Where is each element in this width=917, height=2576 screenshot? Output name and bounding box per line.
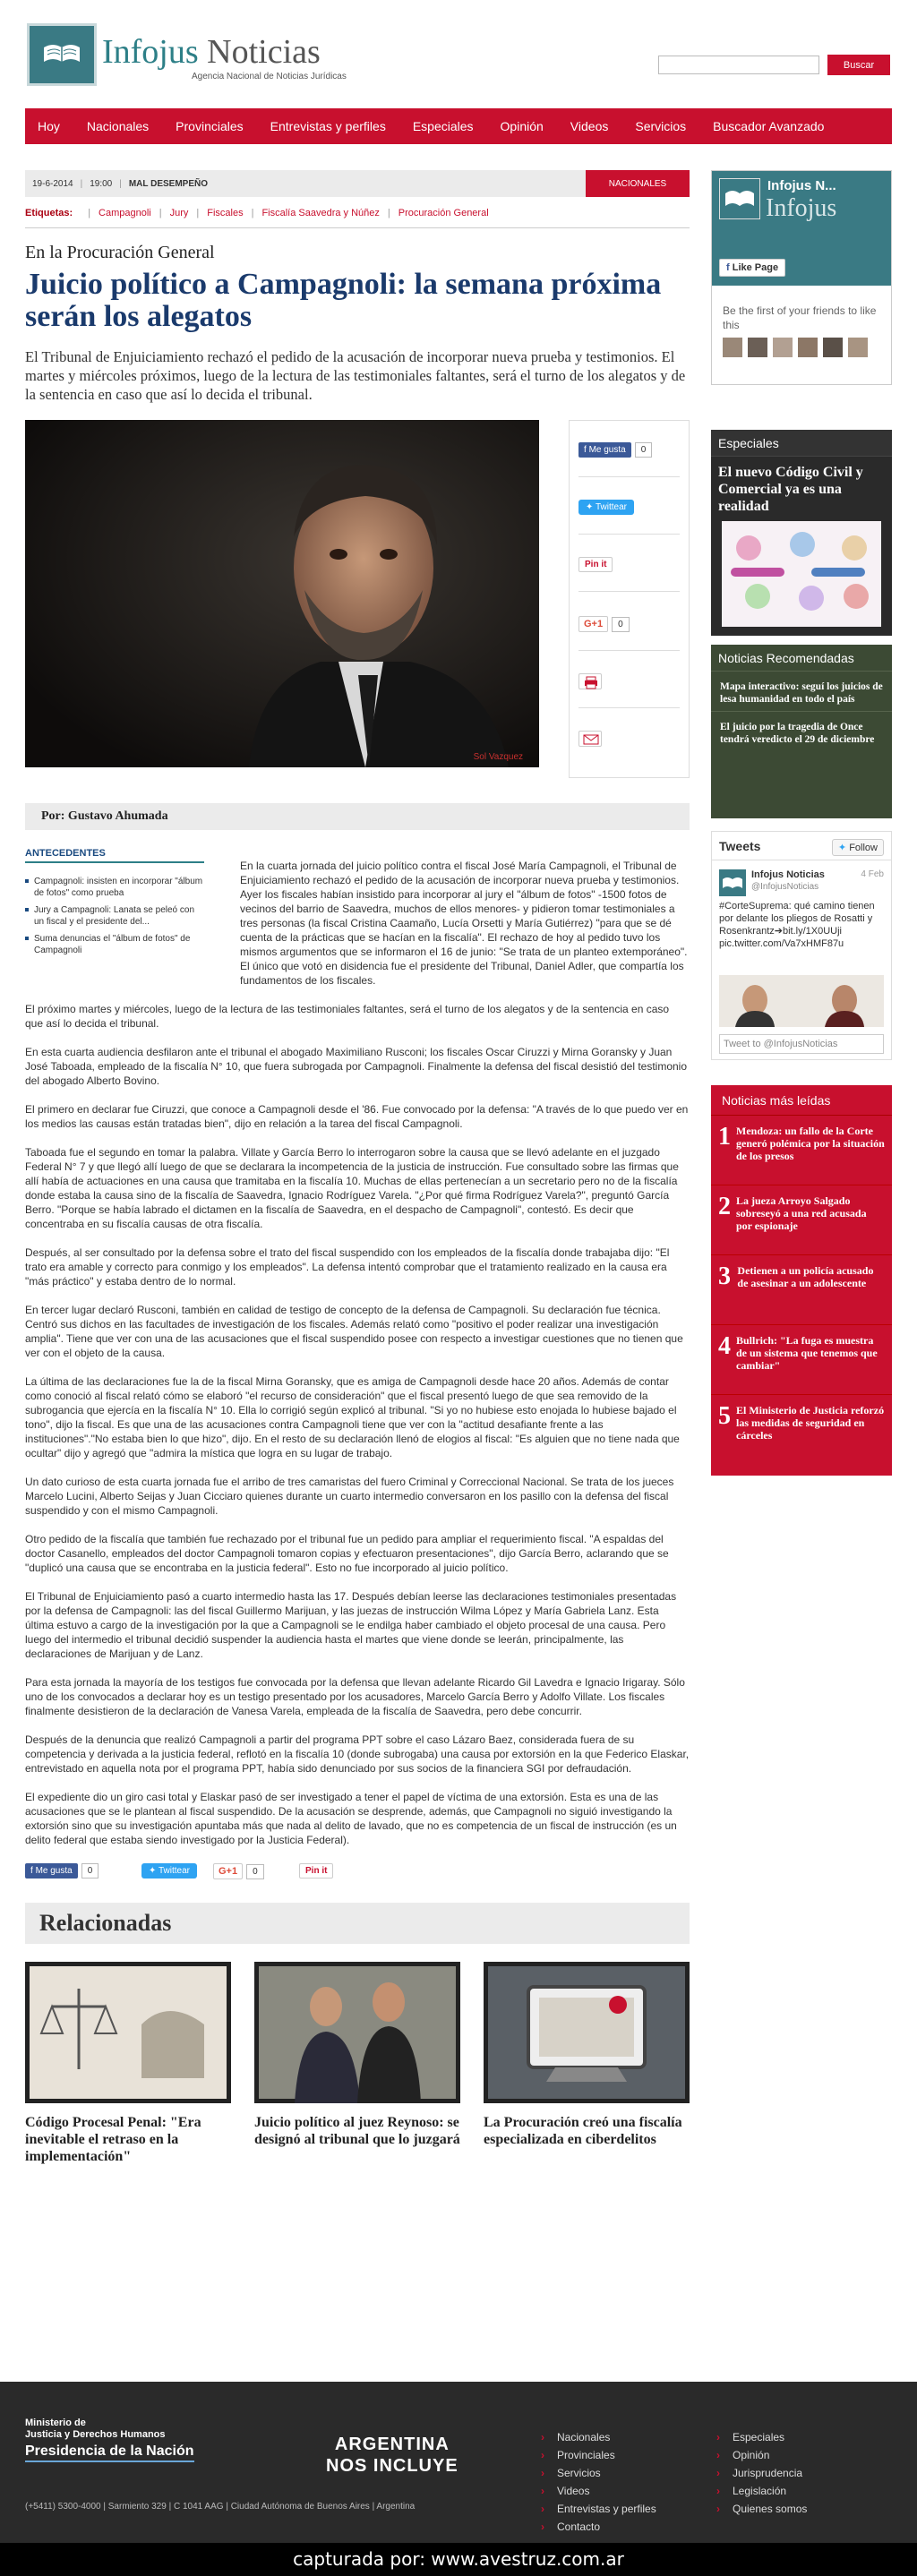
- article-column: [25, 170, 690, 2164]
- fb-page-avatar: [719, 178, 760, 219]
- avatar[interactable]: [723, 338, 742, 357]
- cartoon-illustration-image: [722, 521, 881, 627]
- article-paragraph: Un dato curioso de esta cuarta jornada fue el arribo de tres camaristas del fuero Criminal y Correccional Nacional. Se trata de los jueces Marcelo Lucini, Alberto Seijas y Juan Cicciaro quienes durante un cuarto intermedio conversaron en los pasillo con la defensa del fiscal suspendido y con el mismo Campagnoli.: [25, 1476, 674, 1517]
- share-column: [569, 420, 690, 778]
- printer-icon: [579, 674, 603, 690]
- officials-photo-image: [254, 1962, 460, 2103]
- pinterest-button[interactable]: Pin it: [578, 557, 613, 572]
- twitter-widget: [711, 831, 892, 1060]
- fb-page-cover-title: Infojus: [766, 194, 837, 222]
- infojus-logo[interactable]: [27, 23, 97, 86]
- article-paragraph: El expediente dio un giro casi total y Elaskar pasó de ser investigado a tener el papel de víctima de una extorsión. Esta es una de las acusaciones que se le plantean al fiscal suspendido. De la acusación se desprende, además, que Campagnoli no siguió investigando la extorsión sino que su investigación apuntaba más que nada al delito de lavado, que no es competencia de un fiscal de instrucción (es un delito federal que estaba siendo investigado por la Justicia Federal).: [25, 1791, 677, 1846]
- footer-link[interactable]: › Quienes somos: [713, 2500, 807, 2518]
- related-item[interactable]: [25, 1962, 231, 2165]
- pinterest-button[interactable]: Pin it: [299, 1863, 333, 1879]
- article-paragraph: Después, al ser consultado por la defensa sobre el trato del fiscal suspendido con los empleados de la fiscalía donde trabajaba dijo: "El trato era amable y correcto para conmigo y los empleados". La defensa intentó comprobar que el tratamiento realizado en la causa era "más práctico" y estaba dentro de lo normal.: [25, 1246, 670, 1288]
- rank-number: 1: [718, 1123, 731, 1151]
- twitter-bird-icon: ✦: [837, 843, 847, 853]
- mas-leida-title: Detienen a un policía acusado de asesinar a un adolescente: [737, 1264, 874, 1289]
- slogan-line2: NOS INCLUYE: [326, 2456, 458, 2476]
- avatar[interactable]: [773, 338, 793, 357]
- rank-number: 4: [718, 1332, 731, 1360]
- article-paragraph: El primero en declarar fue Ciruzzi, que conoce a Campagnoli desde el '86. Fue convocado por la defensa: "A través de lo que puedo ver en los medios las causas están tratadas bien", dijo en relación a la tarea del fiscal Campagnoli.: [25, 1103, 689, 1130]
- especiales-image: [722, 521, 881, 627]
- sidebar: [711, 170, 892, 1476]
- slogan-line1: ARGENTINA: [334, 2435, 450, 2454]
- site-footer: [0, 2382, 917, 2543]
- avatar[interactable]: [823, 338, 843, 357]
- antecedentes-list: [25, 876, 204, 956]
- article-paragraph: El próximo martes y miércoles, luego de la lectura de las testimoniales faltantes, será el turno de los alegatos y de la sentencia en caso que así lo decida el tribunal.: [25, 1003, 670, 1030]
- portrait-image: [25, 420, 539, 767]
- fb-page-header[interactable]: [712, 171, 891, 286]
- recomendadas-widget: [711, 645, 892, 818]
- tag-link[interactable]: Campagnoli: [99, 208, 151, 218]
- footer-link[interactable]: › Nacionales: [537, 2428, 656, 2446]
- antecedente-link[interactable]: Campagnoli: insisten en incorporar "álbum de fotos" como prueba: [25, 876, 204, 899]
- gplus-count: 0: [246, 1864, 264, 1879]
- especiales-head: Especiales: [711, 430, 892, 457]
- tweet-text: #CorteSuprema: qué camino tienen por delante los pliegos de Rosatti y Rosenkrantz➔bit.ly/1X0UUji pic.twitter.com/Va7xHMF87u: [719, 901, 875, 949]
- mas-leida-item[interactable]: [711, 1185, 892, 1255]
- article-date: 19-6-2014: [32, 178, 73, 189]
- author-byline: Por: Gustavo Ahumada: [25, 803, 690, 830]
- nav-item-entrevistas[interactable]: Entrevistas y perfiles: [270, 119, 386, 133]
- related-image: [254, 1962, 460, 2103]
- fb-like-group: [578, 442, 652, 460]
- footer-link[interactable]: › Videos: [537, 2482, 656, 2500]
- logo-title-a: Infojus: [102, 33, 199, 71]
- bottom-share-row: [25, 1861, 690, 1883]
- article-paragraph: Taboada fue el segundo en tomar la palabra. Villate y García Berro lo interrogaron sobre la causa que se llevó adelante en el juzgado Federal N° 7 y que llegó allí luego de que se declarara la incompetencia de la justicia de instrucción. Fue consultado sobre las firmas que allí había de actuaciones en una causa que tramitaba en la fiscalía 10. Muchas de ellas pertenecían a un secretario pero no de la fiscalía donde estaba la causa sino de la fiscalía de Saavedra, Ignacio Rodríguez Varela. "¿Por qué firma Rodríguez Varela?", preguntó García Berro. "Porque se había labrado el dictamen en la fiscalía de Saavedra, en el despacho de Campagnoli", contestó. Es decir que concentraba en su fiscalía causas de otra fiscalía.: [25, 1146, 679, 1230]
- related-item[interactable]: [484, 1962, 690, 2148]
- book-logo-icon: [720, 179, 759, 218]
- book-logo-icon: [719, 869, 746, 896]
- article-lead: El Tribunal de Enjuiciamiento rechazó el pedido de la acusación de incorporar nueva prueba y testimonios. El martes y miércoles próximos, luego de la lectura de las testimoniales faltantes, será el turno de los alegatos y de la sentencia en caso que así lo decida el tribunal.: [25, 348, 686, 403]
- tweet-user[interactable]: Infojus Noticias: [751, 869, 825, 880]
- twitter-bird-icon: ✦: [586, 502, 594, 512]
- fb-like-count: 0: [635, 442, 653, 458]
- fb-like-button[interactable]: f Me gusta: [25, 1863, 78, 1879]
- envelope-icon: [579, 732, 603, 748]
- twitter-share-button[interactable]: ✦ Twittear: [578, 500, 634, 515]
- article-headline: Juicio político a Campagnoli: la semana próxima serán los alegatos: [25, 268, 662, 333]
- related-title: Relacionadas: [25, 1903, 690, 1944]
- nav-item-servicios[interactable]: Servicios: [635, 119, 687, 133]
- fb-like-page-button[interactable]: f Like Page: [719, 259, 785, 277]
- avatar[interactable]: [848, 338, 868, 357]
- tag-link[interactable]: Jury: [169, 208, 189, 218]
- photo-row: [25, 420, 690, 803]
- tags-label: Etiquetas:: [25, 208, 73, 218]
- related-item-title: Código Procesal Penal: "Era inevitable el retraso en la implementación": [25, 2115, 201, 2164]
- article-time: 19:00: [90, 178, 113, 189]
- fb-page-name: Infojus N...: [767, 178, 836, 193]
- fb-friend-avatars: [723, 338, 868, 357]
- nav-item-opinion[interactable]: Opinión: [500, 119, 544, 133]
- footer-link[interactable]: › Provinciales: [537, 2446, 656, 2464]
- antecedente-link[interactable]: Suma denuncias el "álbum de fotos" de Campagnoli: [25, 933, 204, 956]
- avatar[interactable]: [798, 338, 818, 357]
- recomendada-link[interactable]: Mapa interactivo: seguí los juicios de lesa humanidad en todo el país: [711, 672, 892, 712]
- mas-leida-title: Mendoza: un fallo de la Corte generó polémica por la situación de los presos: [736, 1125, 885, 1162]
- tweet-avatar[interactable]: [719, 869, 746, 896]
- rank-number: 2: [718, 1193, 731, 1220]
- article-paragraph: La última de las declaraciones fue la de la fiscal Mirna Goransky, que es amiga de Campagnoli desde hace 20 años. Además de contar como conoció al fiscal relató cómo se elaboró "el recurso de consideración" que el fiscal presentó luego de que sea removido de la subrogancia que ejercía en la fiscalía N° 10. Ella lo corrigió según explicó al tribunal. "Si yo no hubiese esto enojada lo hubiese bajado el tono", dijo la fiscal. Es que una de las acusaciones contra Campagnoli tiene que ver con la "actitud desafiante frente a las instituciones"."No estaba bien lo que hizo", dijo. En el resto de su declaración llenó de elogios al fiscal: "Es alguien que no tiene nada que ocultar" dijo y agregó que "admira la mística que logra en su lugar de trabajo.: [25, 1375, 680, 1459]
- ministry-line1: Ministerio de: [25, 2418, 86, 2428]
- nav-item-videos[interactable]: Videos: [570, 119, 609, 133]
- related-item-title: La Procuración creó una fiscalía especializada en ciberdelitos: [484, 2115, 682, 2147]
- footer-link[interactable]: › Opinión: [713, 2446, 807, 2464]
- footer-links-col1: [537, 2428, 656, 2536]
- footer-link[interactable]: › Contacto: [537, 2518, 656, 2536]
- tweet-date[interactable]: 4 Feb: [861, 869, 884, 879]
- nav-item-nacionales[interactable]: Nacionales: [86, 119, 150, 133]
- logo-title[interactable]: [102, 32, 321, 72]
- cybercrime-illustration-image: [484, 1962, 690, 2103]
- site-header: [0, 0, 917, 107]
- mas-leida-item[interactable]: [711, 1255, 892, 1325]
- article-meta-bar: 19-6-2014 | 19:00 | MAL DESEMPEÑO NACIONALES: [25, 170, 690, 197]
- nav-item-especiales[interactable]: Especiales: [412, 119, 474, 133]
- especiales-title: El nuevo Código Civil y Comercial ya es una realidad: [718, 465, 863, 514]
- tweet-media[interactable]: [719, 975, 884, 1027]
- tweet-handle[interactable]: @InfojusNoticias: [751, 882, 819, 892]
- antecedente-link[interactable]: Jury a Campagnoli: Lanata se peleó con un fiscal y el presidente del...: [25, 904, 204, 928]
- mas-leida-item[interactable]: [711, 1116, 892, 1185]
- footer-link[interactable]: › Legislación: [713, 2482, 807, 2500]
- article-paragraph: El Tribunal de Enjuiciamiento pasó a cuarto intermedio hasta las 17. Después debían leerse las declaraciones testimoniales presentadas por la defensa de Campagnoli: las del fiscal Guillermo Marijuan, y las juezas de instrucción Wilma López y María Gabriela Lanz. Esta última estuvo a cargo de la investigación por la que a Campagnoli se le endilga haber cambiado el objeto procesal de una causa. Pero luego del intermedio el tribunal decidió suspender la audiencia hasta el martes que viene donde se leerán, principalmente, las declaraciones de Marijuan y de Lanz.: [25, 1590, 677, 1660]
- related-image: [25, 1962, 231, 2103]
- facebook-page-widget: [711, 170, 892, 385]
- antecedentes-box: [25, 848, 204, 962]
- antecedentes-title: ANTECEDENTES: [25, 848, 204, 863]
- footer-link[interactable]: › Jurisprudencia: [713, 2464, 807, 2482]
- twitter-follow-button[interactable]: ✦ Follow: [832, 839, 884, 856]
- fb-friends-text: Be the first of your friends to like this: [723, 304, 877, 331]
- gplus-button[interactable]: G+1: [578, 616, 608, 632]
- fb-like-count: 0: [81, 1863, 99, 1879]
- capture-caption: capturada por: www.avestruz.com.ar: [0, 2543, 917, 2576]
- tag-link[interactable]: Fiscales: [207, 208, 244, 218]
- article-paragraph: Para esta jornada la mayoría de los testigos fue convocada por la defensa que llevan adelante Ricardo Gil Lavedra e Ignacio Irigaray. Sólo uno de los convocados a declarar hoy es un testigo presentado por los acusadores, Marcelo García Berro y Adolfo Villate. Los fiscales finalmente desistieron de la declaración de Vanesa Varela, empleada de la fiscalía de Saavedra, pero debe concurrir.: [25, 1676, 685, 1717]
- article-paragraph: En la cuarta jornada del juicio político contra el fiscal José María Campagnoli, el Tribunal de Enjuiciamiento rechazó el pedido de la acusación de incorporar nueva prueba y testimonios. Ayer los fiscales habían insistido para incorporar al jury el "álbum de fotos" -1500 fotos de vecinos del barrio de Saavedra, muchos de ellos menores- y pidieron tomar testimoniales a tres personas (la fiscal Cristina Caamaño, Lucía Orsetti y María Gutiérrez) "para que se dé cuenta de la prácticas que se hacían en la fiscalía". El rechazo de hoy al pedido tuvo los mismos argumentos que se informaron el 16 de junio: "Se trata de un planteo extemporáneo". El único que votó en disidencia fue el presidente del Tribunal, Daniel Adler, que compartía los fundamentos de los fiscales.: [240, 860, 688, 987]
- nav-item-buscador[interactable]: Buscador Avanzado: [713, 119, 825, 133]
- nav-item-provinciales[interactable]: Provinciales: [176, 119, 244, 133]
- twitter-share-button[interactable]: ✦ Twittear: [141, 1863, 197, 1879]
- email-button[interactable]: [578, 731, 602, 747]
- photo-credit: Sol Vazquez: [473, 752, 523, 762]
- print-button[interactable]: [578, 673, 602, 689]
- logo-subtitle: Agencia Nacional de Noticias Jurídicas: [192, 72, 347, 81]
- book-logo-icon: [42, 42, 81, 65]
- avatar[interactable]: [748, 338, 767, 357]
- gplus-button[interactable]: G+1: [213, 1863, 243, 1879]
- section-tag[interactable]: NACIONALES: [586, 170, 690, 197]
- especiales-widget[interactable]: [711, 430, 892, 636]
- logo-title-b: Noticias: [207, 33, 321, 71]
- article-paragraph: En tercer lugar declaró Rusconi, también en calidad de testigo de concepto de la defensa de Campagnoli. Su declaración fue técnica. Centró sus dichos en las facultades de investigación de los fiscales. Además relató como "positivo el poder realizar una investigación amplia". Tiene que ver con una de las acusaciones que el fiscal suspendido posee con respecto a investigar cuestiones que no tienen que ver con el objeto de la causa.: [25, 1304, 683, 1359]
- mas-leida-title: La jueza Arroyo Salgado sobreseyó a una red acusada por espionaje: [736, 1194, 867, 1232]
- facebook-icon: f: [584, 445, 587, 455]
- article-photo: [25, 420, 539, 767]
- argentina-slogan: [326, 2434, 458, 2477]
- related-item-title: Juicio político al juez Reynoso: se designó al tribunal que lo juzgará: [254, 2115, 460, 2147]
- mas-leida-title: Bullrich: "La fuga es muestra de un sistema que tenemos que cambiar": [736, 1334, 878, 1372]
- twitter-bird-icon: ✦: [149, 1866, 157, 1876]
- mas-leida-title: El Ministerio de Justicia reforzó las medidas de seguridad en cárceles: [736, 1404, 885, 1442]
- footer-link[interactable]: › Entrevistas y perfiles: [537, 2500, 656, 2518]
- presidency-line: Presidencia de la Nación: [25, 2443, 194, 2462]
- article-category: MAL DESEMPEÑO: [128, 178, 209, 189]
- recomendadas-head: Noticias Recomendadas: [711, 645, 892, 672]
- footer-link[interactable]: › Especiales: [713, 2428, 807, 2446]
- divider: [25, 227, 690, 228]
- rank-number: 5: [718, 1402, 731, 1430]
- mas-leida-item[interactable]: [711, 1395, 892, 1465]
- footer-link[interactable]: › Servicios: [537, 2464, 656, 2482]
- ministry-logo[interactable]: [25, 2418, 194, 2462]
- search-input[interactable]: [658, 56, 819, 74]
- fb-like-button[interactable]: f Me gusta: [578, 442, 631, 458]
- related-image: [484, 1962, 690, 2103]
- mas-leidas-head: Noticias más leídas: [711, 1085, 892, 1116]
- tag-link[interactable]: Fiscalía Saavedra y Núñez: [261, 208, 380, 218]
- tag-link[interactable]: Procuración General: [398, 208, 489, 218]
- gplus-count: 0: [612, 617, 630, 632]
- rank-number: 3: [718, 1262, 731, 1290]
- footer-address: (+5411) 5300-4000 | Sarmiento 329 | C 1041 AAG | Ciudad Autónoma de Buenos Aires | Argentina: [25, 2502, 416, 2512]
- facebook-icon: f: [726, 262, 730, 273]
- tweets-head: Tweets: [712, 832, 891, 860]
- article-kicker: En la Procuración General: [25, 243, 215, 262]
- related-list: [25, 1962, 690, 2164]
- article-paragraph: Después de la denuncia que realizó Campagnoli a partir del programa PPT sobre el caso Lázaro Baez, considerada fuera de su competencia y derivada a la justicia federal, reflotó en la fiscalía 10 (donde subrogaba) una causa por extorsión en la que Federico Elaskar, entrevistado en aquella nota por el programa PPT, había sido denunciado por sus socios de la financiera SGI por defraudación.: [25, 1733, 690, 1775]
- tweet-photo-image: [719, 975, 884, 1027]
- related-item[interactable]: [254, 1962, 460, 2148]
- main-nav: [25, 108, 892, 144]
- article-paragraph: En esta cuarta audiencia desfilaron ante el tribunal el abogado Maximiliano Rusconi; los fiscales Oscar Ciruzzi y Mirna Goransky y Juan José Taboada, empleado de la fiscalía N° 10, que fuera subrogada por Campagnoli. Finalmente la defensa del fiscal desistió del testimonio del abogado Alberto Bovino.: [25, 1046, 688, 1087]
- justice-scale-image: [25, 1962, 231, 2103]
- recomendada-link[interactable]: El juicio por la tragedia de Once tendrá veredicto el 29 de diciembre: [720, 722, 875, 745]
- article-body: [25, 848, 690, 1847]
- mas-leida-item[interactable]: [711, 1325, 892, 1395]
- mas-leidas-widget: [711, 1085, 892, 1476]
- article-paragraph: Otro pedido de la fiscalía que también fue rechazado por el tribunal fue un pedido para ampliar el requerimiento fiscal. "A espaldas del doctor Casanello, empleados del doctor Campagnoli tomaron copias y efectuaron presentaciones", dijo García Berro, aclarando que se "duplicó una causa que se encontraba en la justicia federal". Esto no fue incorporado al juicio político.: [25, 1533, 669, 1574]
- tags-row: Etiquetas: | Campagnoli | Jury | Fiscales | Fiscalía Saavedra y Núñez | Procuración General: [25, 208, 489, 218]
- ministry-line2: Justicia y Derechos Humanos: [25, 2429, 166, 2440]
- tweet-to-input[interactable]: Tweet to @InfojusNoticias: [719, 1034, 884, 1054]
- nav-item-hoy[interactable]: Hoy: [38, 119, 60, 133]
- facebook-icon: f: [30, 1866, 33, 1876]
- search-button[interactable]: Buscar: [827, 55, 890, 75]
- footer-links-col2: [713, 2428, 807, 2518]
